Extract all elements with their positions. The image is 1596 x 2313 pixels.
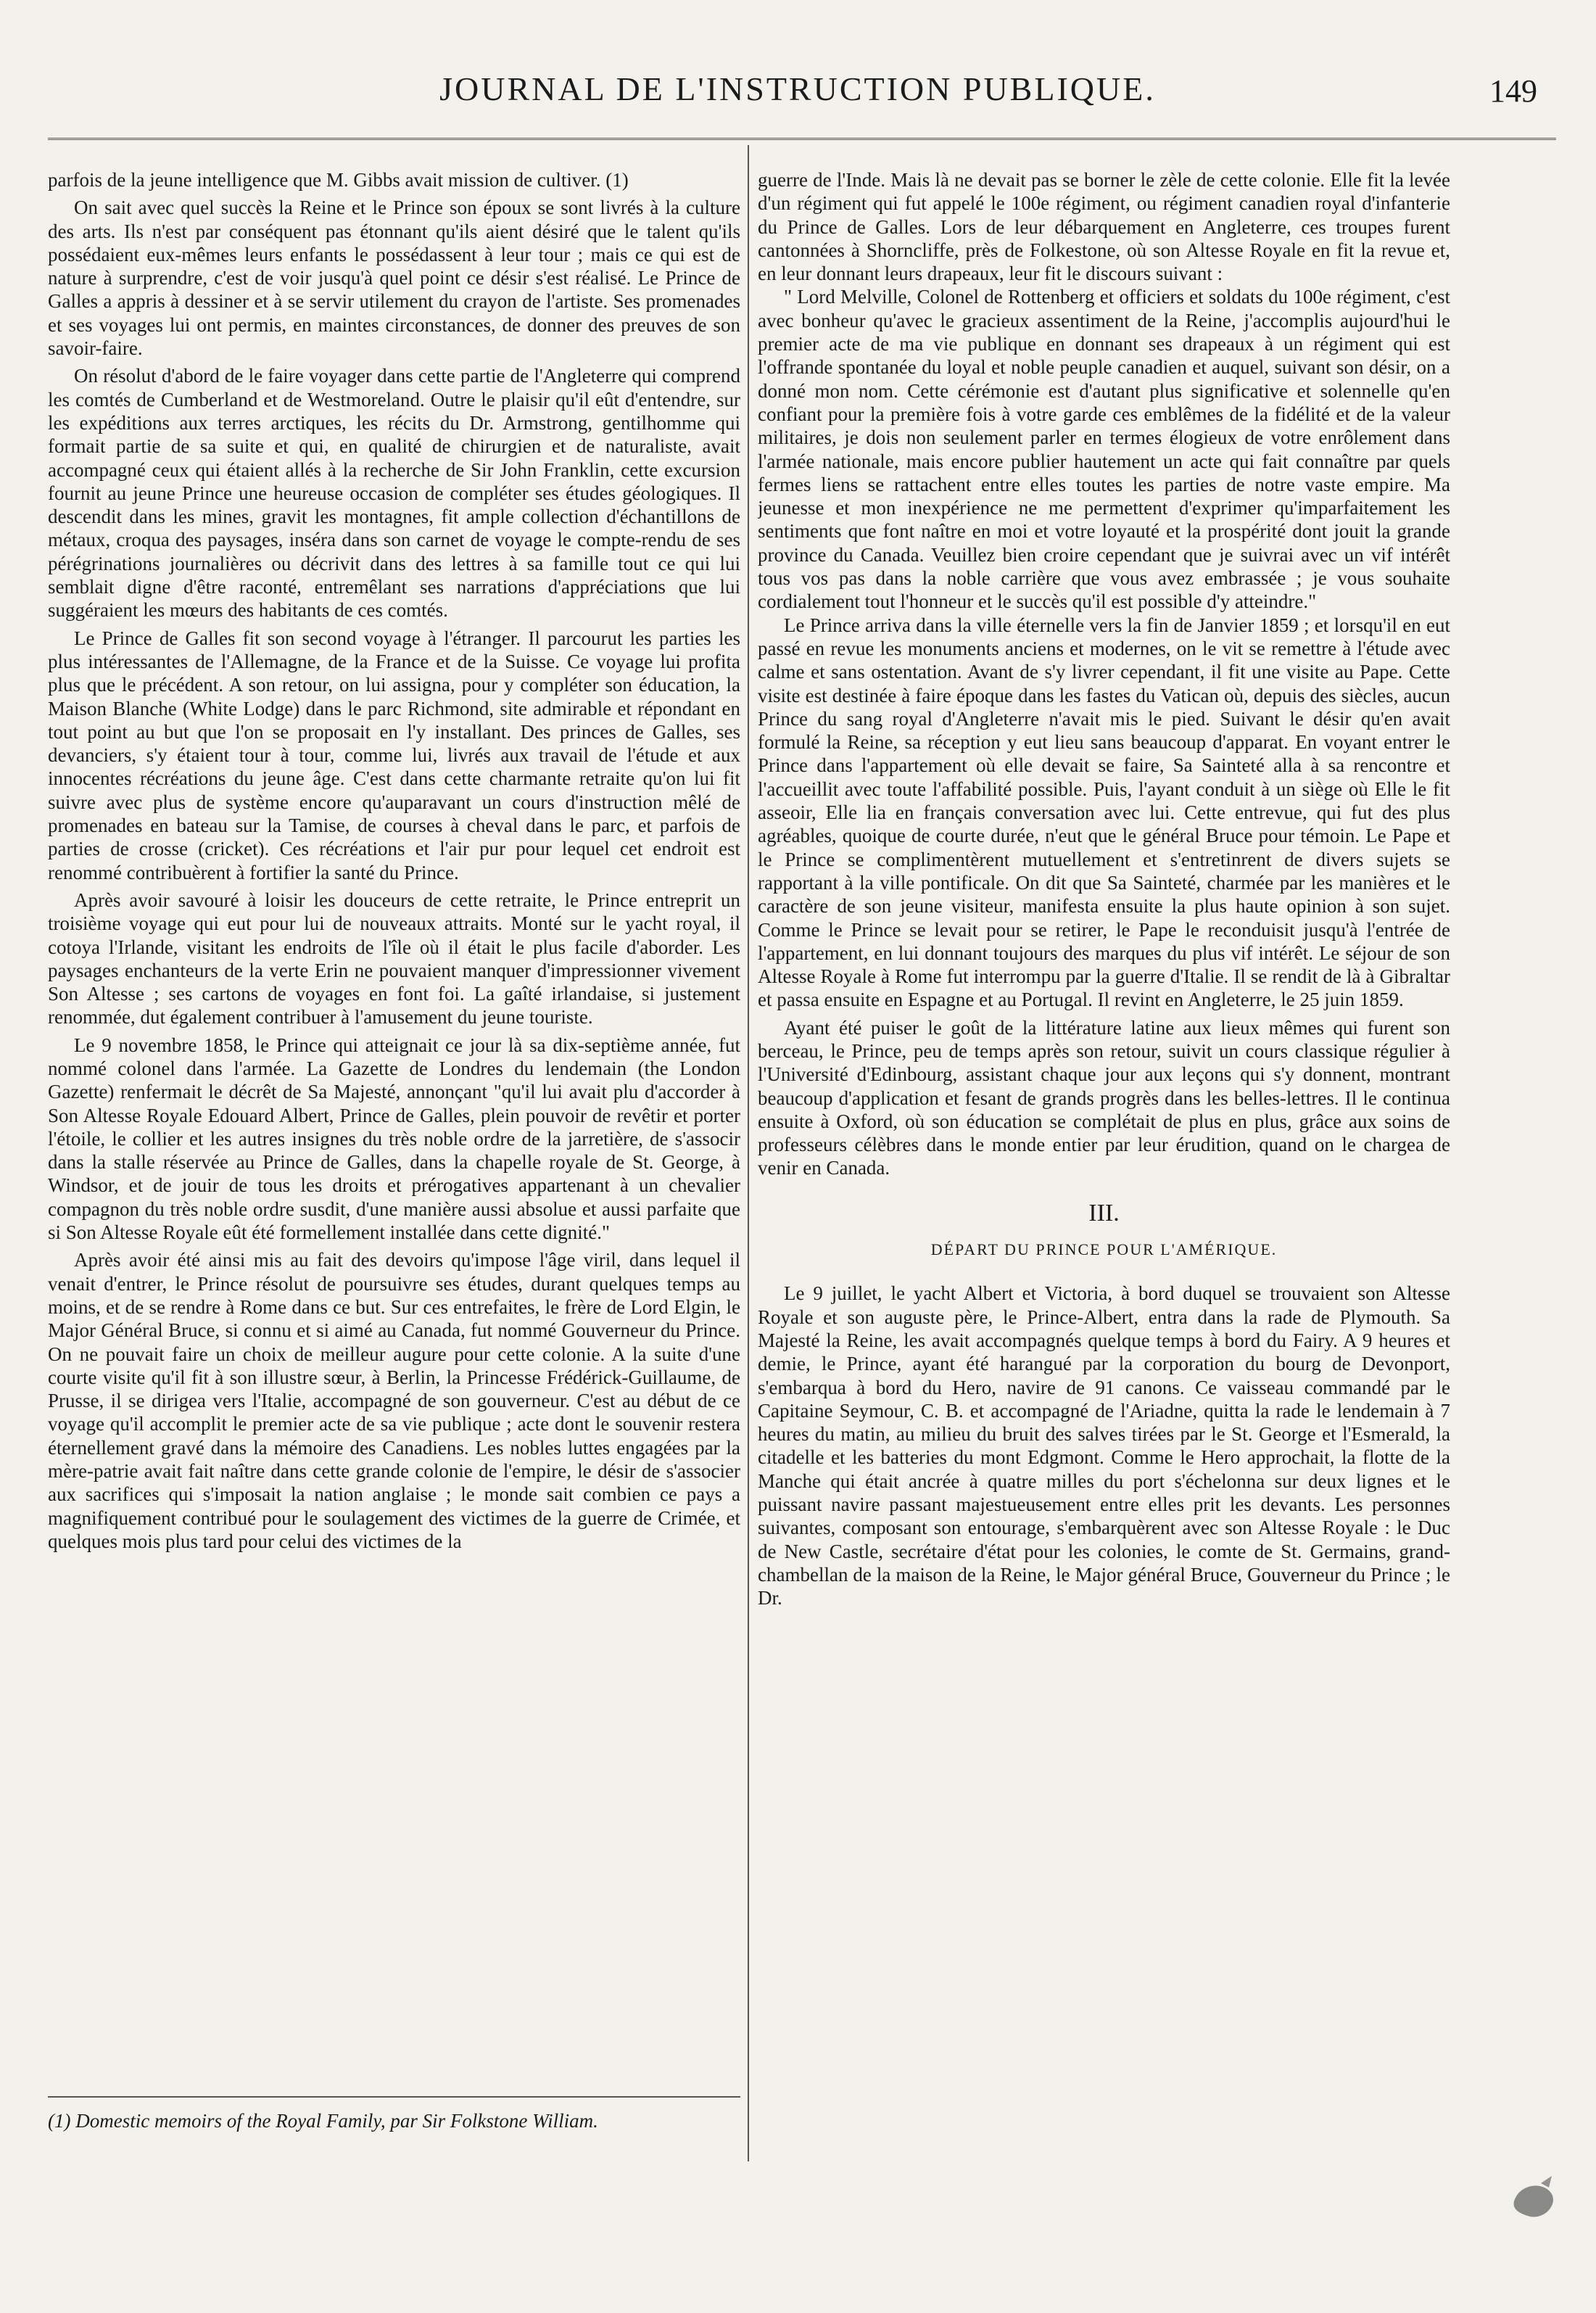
paragraph: Ayant été puiser le goût de la littérature latine aux lieux mêmes qui furent son berceau, le Prince, peu de temps après son retour, suivit un cours classique régulier à l'Université d'Edinbourg, assistant chaque jour aux leçons qui s'y donnent, montrant beaucoup d'application et fesant de grands progrès dans les belles-lettres. Il le continua ensuite à Oxford, où son éducation se complétait de plus en plus, grâce aux soins de professeurs célèbres dans le monde entier par leur érudition, quand on le chargea de venir en Canada. [758,1016,1450,1179]
paragraph: Le Prince de Galles fit son second voyage à l'étranger. Il parcourut les parties les plus intéressantes de l'Allemagne, de la France et de la Suisse. Ce voyage lui profita plus que le précédent. A son retour, on lui assigna, pour y compléter son éducation, la Maison Blanche (White Lodge) dans le parc Richmond, site admirable et répondant en tout point au but que l'on se proposait en l'y installant. Des princes de Galles, ses devanciers, s'y étaient tour à tour, comme lui, livrés aux travail de l'étude et aux innocentes récréations du jeune âge. C'est dans cette charmante retraite qu'on lui fit suivre avec plus de système encore qu'auparavant un cours d'instruction mêlé de promenades en bateau sur la Tamise, de courses à cheval dans le parc, et parfois de parties de crosse (cricket). Ces récréations et l'air pur pour lequel cet endroit est renommé contribuèrent à fortifier la santé du Prince. [48,627,740,883]
right-column [758,168,1450,2156]
left-column [48,168,740,2083]
paragraph: Le 9 juillet, le yacht Albert et Victoria, à bord duquel se trouvaient son Altesse Royale et son auguste père, le Prince-Albert, entra dans la rade de Plymouth. Sa Majesté la Reine, les avait accompagnés quelque temps à bord du Fairy. A 9 heures et demie, le Prince, ayant été harangué par la corporation du bourg de Devonport, s'embarqua à bord du Hero, navire de 91 canons. Ce vaisseau commandé par le Capitaine Seymour, C. B. et accompagné de l'Ariadne, quitta la rade le lendemain à 7 heures du matin, au milieu du bruit des salves tirées par le St. George et l'Esmerald, la citadelle et les batteries du mont Edgmont. Comme le Hero approchait, la flotte de la Manche qui était ancrée à quatre milles du port s'échelonna sur deux lignes et le puissant navire passant majestueusement entre elles prit les devants. Les personnes suivantes, composant son entourage, s'embarquèrent avec son Altesse Royale : le Duc de New Castle, secrétaire d'état pour les colonies, le comte de St. Germains, grand-chambellan de la maison de la Reine, le Major général Bruce, Gouverneur du Prince ; le Dr. [758,1282,1450,1609]
speech-quote [758,285,1450,613]
ink-blot-mark [1501,2169,1566,2234]
footnote-rule [48,2096,740,2098]
paragraph: On sait avec quel succès la Reine et le Prince son époux se sont livrés à la culture des arts. Ils n'est par conséquent pas étonnant qu'ils aient désiré que le talent qu'ils possédaient eux-mêmes leurs enfants le possédassent à leur tour ; mais ce qui est de nature à surprendre, c'est de voir jusqu'à quel point ce désir s'est réalisé. Le Prince de Galles a appris à dessiner et à se servir utilement du crayon de l'artiste. Ses promenades et ses voyages lui ont permis, en maintes circonstances, de donner des preuves de son savoir-faire. [48,197,740,360]
page-number: 149 [1489,73,1537,109]
footnote: (1) Domestic memoirs of the Royal Family, par Sir Folkstone William. [48,2110,598,2132]
paragraph: parfois de la jeune intelligence que M. Gibbs avait mission de cultiver. (1) [48,169,629,191]
running-header [44,70,1552,128]
paragraph: guerre de l'Inde. Mais là ne devait pas se borner le zèle de cette colonie. Elle fit la levée d'un régiment qui fut appelé le 100e régiment, ou régiment canadien royal d'infanterie du Prince de Galles. Lors de leur débarquement en Angleterre, ces troupes furent cantonnées à Shorncliffe, près de Folkestone, où son Altesse Royale en fit la revue et, en leur donnant leurs drapeaux, leur fit le discours suivant : [758,169,1450,285]
paragraph: Après avoir été ainsi mis au fait des devoirs qu'impose l'âge viril, dans lequel il venait d'entrer, le Prince résolut de poursuivre ses études, durant quelques temps au moins, et de se rendre à Rome dans ce but. Sur ces entrefaites, le frère de Lord Elgin, le Major Général Bruce, si connu et si aimé au Canada, fut nommé Gouverneur du Prince. On ne pouvait faire un choix de meilleur augure pour cette colonie. A la suite d'une courte visite qu'il fit à son illustre sœur, à Berlin, la Princesse Frédérick-Guillaume, de Prusse, il se dirigea vers l'Italie, accompagné de son gouverneur. C'est au début de ce voyage qu'il accomplit le premier acte de sa vie publique ; acte dont le souvenir restera éternellement gravé dans la mémoire des Canadiens. Les nobles luttes engagées par la mère-patrie avait fait naître dans cette grande colonie de l'empire, le désir de s'associer aux sacrifices qui s'imposait la nation anglaise ; le monde sait combien ce pays a magnifiquement contribué pour le soulagement des victimes de la guerre de Crimée, et quelques mois plus tard pour celui des victimes de la [48,1249,740,1552]
header-rule [48,138,1556,140]
section-title: DÉPART DU PRINCE POUR L'AMÉRIQUE. [930,1240,1278,1259]
journal-title: JOURNAL DE L'INSTRUCTION PUBLIQUE. [439,70,1156,107]
quote-paragraph: " Lord Melville, Colonel de Rottenberg et officiers et soldats du 100e régiment, c'est avec bonheur qu'avec le gracieux assentiment de la Reine, j'accomplis aujourd'hui le premier acte de ma vie publique en donnant ses drapeaux à un régiment qui est l'offrande spontanée du loyal et noble peuple canadien et auquel, suivant son désir, on a donné mon nom. Cette cérémonie est d'autant plus significative et solennelle qu'en confiant pour la première fois à votre garde ces emblêmes de la fidélité et de la valeur militaires, je dois non seulement parler en termes élogieux de votre enrôlement dans l'armée nationale, mais encore publier hautement un acte qui fait connaître par quels fermes liens se rattachent entre elles toutes les parties de notre vaste empire. Ma jeunesse et mon inexpérience ne me permettent d'exprimer qu'imparfaitement les sentiments que font naître en moi et votre loyauté et la prospérité dont jouit la grande province du Canada. Veuillez bien croire cependant que je suivrai avec un vif intérêt tous vos pas dans la noble carrière que vous avez embrassée ; je vous souhaite cordialement tout l'honneur et le succès qu'il est possible d'y atteindre." [758,286,1450,613]
section-number: III. [1088,1199,1120,1226]
paragraph: Le 9 novembre 1858, le Prince qui atteignait ce jour là sa dix-septième année, fut nommé colonel dans l'armée. La Gazette de Londres du lendemain (the London Gazette) renfermait le décrêt de Sa Majesté, annonçant "qu'il lui avait plu d'accorder à Son Altesse Royale Edouard Albert, Prince de Galles, plein pouvoir de revêtir et porter l'étoile, le collier et les autres insignes du très noble ordre de la jarretière, de s'associr dans la stalle réservée au Prince de Galles, dans la chapelle royale de St. George, à Windsor, et de jouir de tous les droits et prérogatives appartenant à un chevalier compagnon du très noble ordre susdit, d'une manière aussi absolue et aussi parfaite que si Son Altesse Royale eût été formellement installée dans cette dignité." [48,1034,740,1244]
column-divider [748,145,749,2161]
paragraph: Le Prince arriva dans la ville éternelle vers la fin de Janvier 1859 ; et lorsqu'il en eut passé en revue les monuments anciens et modernes, on le vit se remettre à l'étude avec calme et sans ostentation. Avant de s'y livrer cependant, il fit une visite au Pape. Cette visite est destinée à faire époque dans les fastes du Vatican où, depuis des siècles, aucun Prince du sang royal d'Angleterre n'avait mis le pied. Suivant le désir qu'en avait formulé la Reine, sa réception y eut lieu sans beaucoup d'apparat. En voyant entrer le Prince dans l'appartement où elle devait se faire, Sa Sainteté alla à sa rencontre et l'accueillit avec toute l'affabilité possible. Puis, l'ayant conduit à un siège où Elle le fit asseoir, Elle lia en français conversation avec lui. Cette entrevue, qui fut des plus agréables, quoique de courte durée, n'eut que le général Bruce pour témoin. Le Pape et le Prince se complimentèrent mutuellement et s'entretinrent de divers sujets se rapportant à la ville pontificale. On dit que Sa Sainteté, charmée par les manières et le caractère de son jeune visiteur, manifesta ensuite la plus haute opinion à son sujet. Comme le Prince se levait pour se retirer, le Pape le reconduisit jusqu'à l'entrée de l'appartement, en lui donnant toujours des marques du plus vif intérêt. Le séjour de son Altesse Royale à Rome fut interrompu par la guerre d'Italie. Il se rendit de là à Gibraltar et passa ensuite en Espagne et au Portugal. Il revint en Angleterre, le 25 juin 1859. [758,614,1450,1011]
paragraph: On résolut d'abord de le faire voyager dans cette partie de l'Angleterre qui comprend les comtés de Cumberland et de Westmoreland. Outre le plaisir qu'il eût d'entendre, sur les expéditions aux terres arctiques, les récits du Dr. Armstrong, gentilhomme qui formait partie de sa suite et qui, en qualité de chirurgien et de naturaliste, avait accompagné ceux qui étaient allés à la recherche de Sir John Franklin, cette excursion fournit au jeune Prince une heureuse occasion de compléter ses études géologiques. Il descendit dans les mines, gravit les montagnes, fit ample collection d'échantillons de métaux, croqua des paysages, inséra dans son carnet de voyage le compte-rendu de ses pérégrinations journalières ou décrivit dans des lettres à sa famille tout ce qui lui semblait digne d'être raconté, entremêlant ses narrations d'appréciations que lui suggéraient les mœurs des habitants de ces comtés. [48,365,740,622]
paragraph: Après avoir savouré à loisir les douceurs de cette retraite, le Prince entreprit un troisième voyage qui eut pour lui de nouveaux attraits. Monté sur le yacht royal, il cotoya l'Irlande, visitant les endroits de l'île où il était le plus facile d'aborder. Les paysages enchanteurs de la verte Erin ne pouvaient manquer d'impressionner vivement Son Altesse ; ses cartons de voyages en font foi. La gaîté irlandaise, si justement renommée, dut également contribuer à l'amusement du jeune touriste. [48,888,740,1028]
